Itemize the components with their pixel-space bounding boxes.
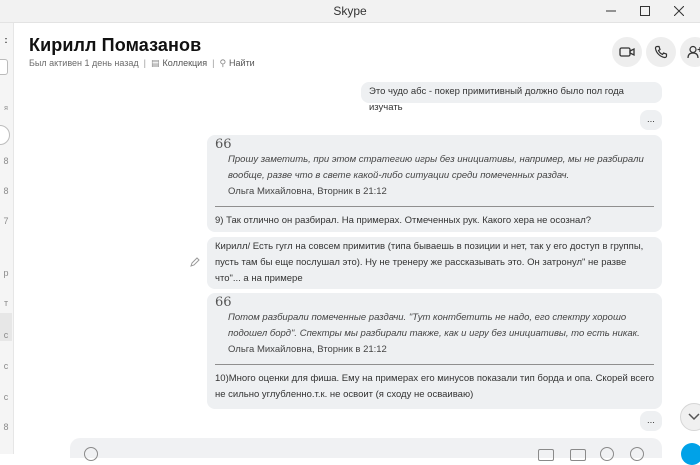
message-bubble-quoted[interactable] [207,135,662,232]
sidebar-fragment[interactable]: 8 [3,422,9,432]
sidebar-fragment[interactable]: 8 [3,156,9,166]
quote-icon: 66 [215,137,232,152]
sidebar-avatar[interactable] [0,125,10,145]
quote-divider [215,206,654,207]
sidebar-fragment[interactable]: с [3,361,9,371]
message-list[interactable] [14,80,700,454]
send-button[interactable] [681,443,700,465]
message-text: ... [647,415,655,426]
add-person-icon [687,45,700,59]
contact-subline [29,58,255,69]
sidebar [0,23,14,454]
chat-header [14,23,700,80]
chevron-down-icon [688,413,700,421]
separator: | [212,58,215,68]
window-title: Skype [333,4,367,18]
quote-icon: 66 [215,295,232,310]
last-seen-status: Был активен 1 день назад [29,58,139,68]
message-text: 10)Много оценки для фиша. Ему на примерах его минусов показали тип борда и опа. Скорей всего не сильно углубленно.т.к. не освоит (я сходу не осваиваю) [215,373,654,400]
scroll-to-bottom-button[interactable] [680,403,700,431]
more-options-icon[interactable] [630,447,644,461]
sidebar-fragment[interactable]: р [3,268,9,278]
attach-file-icon[interactable] [538,449,554,461]
message-bubble[interactable] [640,411,662,431]
maximize-icon [640,6,650,16]
quote-divider [215,364,654,365]
message-composer[interactable] [70,438,662,458]
minimize-icon [606,6,616,16]
add-people-button[interactable] [680,37,700,67]
quote-text: Прошу заметить, при этом стратегию игры без инициативы, например, мы не разбирали вообще, разве что в свете какой-либо ситуации среди помеченных раздач. [228,154,644,181]
quote-text: Потом разбирали помеченные раздачи. "Тут контбетить не надо, его спектру хорошо подошел борд". Спектры мы разбирали также, как и игру без инициативы, то есть никак. [228,312,640,339]
message-bubble-quoted[interactable] [207,293,662,409]
message-bubble[interactable] [207,237,662,289]
gallery-icon: ▤ [151,58,160,68]
message-text: Кирилл/ Есть гугл на совсем примитив (типа бываешь в позиции и нет, так у его доступ в группы, пусть там бы еще послушал это). Ну не тренеру же рассказывать это. Он затронул" не разве что"... а на примере [215,241,644,284]
sidebar-fragment[interactable]: 8 [3,186,9,196]
contact-name[interactable]: Кирилл Помазанов [29,35,202,55]
message-bubble[interactable] [361,82,662,113]
sidebar-fragment[interactable]: 7 [3,216,9,226]
emoji-icon[interactable] [84,447,98,461]
video-call-button[interactable] [612,37,642,67]
sidebar-box[interactable] [0,59,8,75]
contact-card-icon[interactable] [600,447,614,461]
message-text: 9) Так отлично он разбирал. На примерах. Отмеченных рук. Какого хера не осознал? [215,215,592,226]
sidebar-fragment: я [4,105,8,112]
video-camera-icon [619,46,635,58]
sidebar-fragment[interactable]: с [3,392,9,402]
maximize-button[interactable] [628,0,662,22]
search-icon: ⚲ [219,58,227,68]
minimize-button[interactable] [594,0,628,22]
quote-author: Ольга Михайловна, Вторник в 21:12 [228,186,387,197]
close-icon [674,6,684,16]
message-bubble[interactable] [640,110,662,130]
sidebar-fragment[interactable]: с [3,330,9,340]
sidebar-fragment: : [4,35,8,45]
message-text: ... [647,114,655,125]
message-text: Это чудо абс - покер примитивный должно было пол года изучать [369,86,624,113]
quote-author: Ольга Михайловна, Вторник в 21:12 [228,344,387,355]
title-bar [0,0,700,23]
separator: | [143,58,147,68]
sidebar-fragment[interactable]: т [3,298,9,308]
media-icon[interactable] [570,449,586,461]
edit-pencil-icon[interactable] [190,257,200,267]
close-button[interactable] [662,0,696,22]
gallery-link[interactable]: ▤ Коллекция [151,58,208,68]
find-link[interactable]: ⚲ Найти [219,58,255,68]
phone-icon [654,45,668,59]
audio-call-button[interactable] [646,37,676,67]
